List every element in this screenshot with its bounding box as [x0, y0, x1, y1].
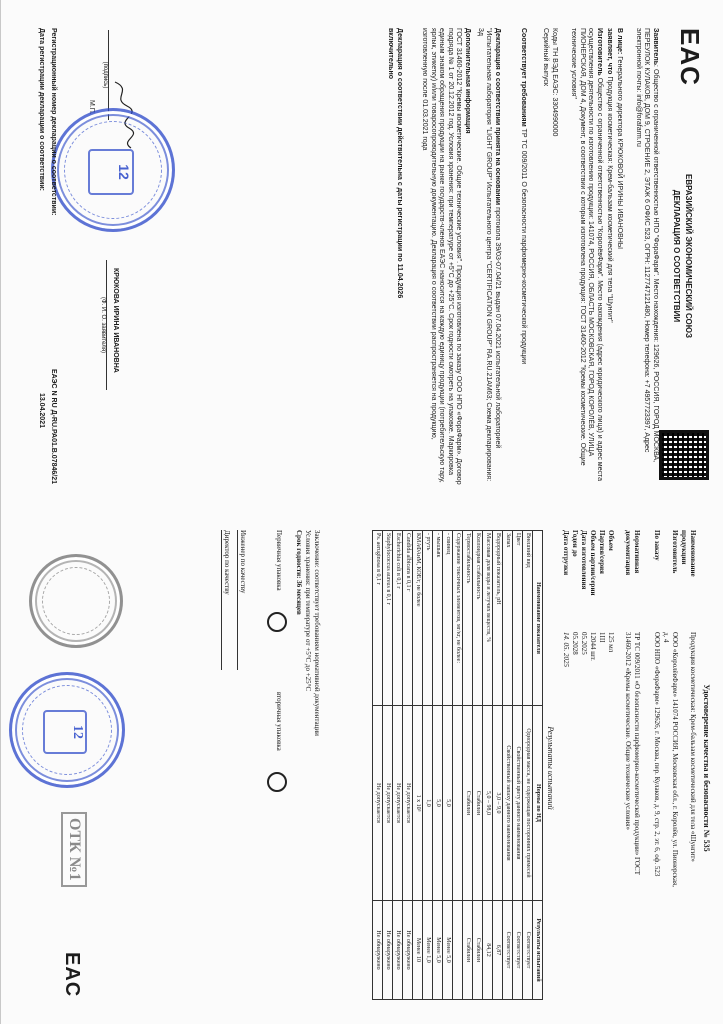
header-norm: Нормы по НД: [533, 706, 543, 901]
eac-logo-certificate: EAC: [61, 952, 83, 998]
basis-block: [475, 28, 501, 488]
cell-indicator: Водородный показатель, pH: [493, 531, 503, 706]
field-value-customer: ООО НПО «ФораФарм» 129626, г. Москва, пер. Кулаков, д. 9, стр. 2, эт. 6, оф. 523: [653, 632, 661, 877]
director-label: Директор по качеству: [221, 530, 231, 670]
table-row: [373, 531, 383, 1000]
table-row: [393, 531, 403, 1000]
person-text: Генерального директора КРЮКОВОЙ ИРИНЫ ИВАНОВНЫ: [616, 56, 623, 250]
manufacturer-text: Общество с ограниченной ответственностью "КоролёвФарм". Место нахождения (адрес юридического лица) и адрес места осуществления деятельности по изготовлению продукции: 141074, РОССИЯ, ОБЛАСТЬ МОСКОВСКАЯ, ГОРОД КОРОЛЁВ, УЛИЦА ПИОНЕРСКАЯ, ДОМ 4, Документ, в соответствии с которым изготовлена продукция: ГОСТ 31460-2012 "Кремы косметические. Общие технические условия": [570, 28, 603, 482]
cell-indicator: Запах: [503, 531, 513, 706]
company-stamp: [51, 108, 175, 232]
cell-result: Не обнаружено: [373, 901, 383, 1000]
cell-result: Не обнаружено: [393, 901, 403, 1000]
mp-label: М.П.: [88, 100, 95, 115]
cell-indicator: Внешний вид: [523, 531, 533, 706]
cell-indicator: КМАФАнМ, КОЕ/г, не более: [413, 531, 423, 706]
cell-indicator: Escherichia coli в 0,1 г: [393, 531, 403, 706]
cell-norm: 5,0: [443, 706, 453, 901]
shelf-life-text: Срок годности: 36 месяцев: [295, 530, 303, 615]
company-stamp-certificate: [9, 672, 125, 788]
applicant-block: Заявитель: Общество с ограниченной ответственностью НПО "ФораФарм". Место нахождения: 129626, РОССИЯ, ГОРОД МОСКВА, ПЕРЕУЛОК КУЛАКОВ, ДОМ 9, СТРОЕНИЕ 2, ЭТАЖ 6 ОФИС 523, ОГРН: 1127747121480, Номер телефона: +7 4957723397, Адрес электронной почты: info@forafarm.ru: [634, 28, 659, 463]
packaging-label: Первичная упаковка: [275, 530, 283, 591]
table-row: [413, 531, 423, 1000]
person-block: [614, 28, 623, 488]
cell-norm: 1,0: [423, 706, 433, 901]
table-row: [503, 531, 513, 1000]
validity-block: [386, 28, 403, 488]
storage-text: Условия хранения: при температуре от +5°С до +25°С: [304, 530, 312, 692]
quality-stamp: [29, 554, 123, 648]
secondary-label: вторичная упаковка: [275, 692, 283, 751]
field-label-shipment: Дата отгрузки: [562, 530, 570, 576]
cell-result: Соответствует: [513, 901, 523, 1000]
codes-block: [549, 28, 558, 488]
certificate-sheet: [0, 512, 723, 1024]
cell-norm: 5,0: [433, 706, 443, 901]
field-label-product: Наименование продукции: [680, 530, 697, 577]
cell-result: Соответствует: [523, 901, 533, 1000]
cell-indicator: Массовая доля воды и летучих веществ, %: [483, 531, 493, 706]
cell-norm: Стабилен: [463, 706, 473, 901]
cell-indicator: - свинец: [443, 531, 453, 706]
table-row: [443, 531, 453, 1000]
results-title: Результаты испытаний: [546, 726, 555, 810]
cell-indicator: - мышьяк: [433, 531, 443, 706]
table-row: [513, 531, 523, 1000]
union-title: ЕВРАЗИЙСКИЙ ЭКОНОМИЧЕСКИЙ СОЮЗ: [684, 173, 693, 339]
manufacturer-block: [569, 28, 603, 488]
table-row: [483, 531, 493, 1000]
recycle-icon: [267, 612, 287, 632]
table-row: [423, 531, 433, 1000]
field-value-batch-volume: 12044 шт.: [589, 632, 597, 661]
cell-norm: Стабилен: [473, 706, 483, 901]
validity-date: 11.04.2026: [396, 263, 403, 299]
results-table: [372, 530, 543, 1000]
table-row: [473, 531, 483, 1000]
table-row: [493, 531, 503, 1000]
cell-indicator: Термостабильность: [463, 531, 473, 706]
cell-norm: Свойственный запаху данного наименования: [503, 706, 513, 901]
recycle-icon-secondary: [267, 772, 287, 792]
cell-norm: Свойственный цвету данного наименования: [513, 706, 523, 901]
cell-norm: 3,0 – 9,0: [493, 706, 503, 901]
applicant-text: Общество с ограниченной ответственностью НПО "ФораФарм". Место нахождения: 129626, РОССИЯ, ГОРОД МОСКВА, ПЕРЕУЛОК КУЛАКОВ, ДОМ 9, СТРОЕНИЕ 2, ЭТАЖ 6 ОФИС 523, ОГРН: 1127747121480, Номер телефона: +7 4957723397, Адрес электронной почты: info@forafarm.ru: [634, 28, 659, 463]
person-label: В лице:: [616, 28, 623, 55]
cell-result: 6,87: [493, 901, 503, 1000]
cell-indicator: Коллоидная стабильность: [473, 531, 483, 706]
reg-number-label: Регистрационный номер декларации о соответствии:: [50, 28, 57, 216]
cell-norm: Не допускается: [403, 706, 413, 901]
cell-norm: Не допускается: [383, 706, 393, 901]
cell-result: 84,12: [483, 901, 493, 1000]
header-indicator: Наименование показателя: [533, 531, 543, 706]
field-label-customer: По заказу: [653, 530, 661, 561]
cell-indicator: Содержание токсичных элементов, мг/кг, не более:: [453, 531, 463, 706]
basis-text: протокола 39/03-07.04/21 выдан 07.04.2021 испытательной лабораторией "Испытательная лаборатория "LIGHT GROUP" Испытательного центра "CERTIFICATION GROUP" RA.RU.21AM63; Схема декларирования: 3д: [476, 28, 501, 482]
validity-suffix: включительно: [387, 28, 395, 79]
cell-result: Не обнаружено: [383, 901, 393, 1000]
field-label-manufacturer: Изготовитель: [671, 530, 679, 574]
table-row: [523, 531, 533, 1000]
table-row: [383, 531, 393, 1000]
codes-label: Коды ТН ВЭД ЕАЭС:: [551, 28, 558, 96]
otk-stamp: ОТК №1: [61, 812, 87, 887]
field-label-batch-volume: Объем партии/серии: [589, 530, 597, 596]
conforms-label: Соответствует требованиям: [520, 28, 527, 127]
conclusion-text: Заключение: соответствует требованиям нормативной документации: [313, 530, 321, 736]
declares-block: [604, 28, 613, 488]
certificate-title: Удостоверение качества и безопасности № 535: [702, 684, 711, 852]
cell-norm: 5,0 – 98,0: [483, 706, 493, 901]
cell-result: Менее 5,0: [433, 901, 443, 1000]
reg-number-row: [48, 28, 57, 508]
field-value-manufacturer: ООО «КоролёвФарм» 141074 РОССИЯ, Московская обл., г. Королёв, ул. Пионерская, д. 4: [662, 632, 679, 887]
cell-result: Менее 1,0: [423, 901, 433, 1000]
field-label-volume: Объем: [607, 530, 615, 551]
cell-result: Стабилен: [473, 901, 483, 1000]
extra-label: Дополнительная информация: [464, 28, 471, 134]
cell-result: [453, 901, 463, 1000]
results-body: [373, 531, 533, 1000]
table-row: [403, 531, 413, 1000]
engineer-label: Инженер по качеству: [237, 530, 247, 670]
table-row: [453, 531, 463, 1000]
field-value-normative: ТР ТС 009/2011 «О безопасности парфюмерно-косметической продукции» ГОСТ 31460-2012 «Кремы косметические. Общие технические условия»: [624, 632, 641, 875]
cell-indicator: Staphylococcus aureus в 0,1 г: [383, 531, 393, 706]
reg-date-row: [36, 28, 45, 508]
table-row: [433, 531, 443, 1000]
table-row: [463, 531, 473, 1000]
signer-caption: (Ф. И. О. заявителя): [100, 260, 107, 390]
declares-text: Продукция косметическая: Крем-бальзам косметический для тела "Шунгит": [606, 76, 613, 323]
cell-norm: Не допускается: [393, 706, 403, 901]
signature-caption: (подпись): [102, 30, 109, 120]
codes-value: 3304990000: [551, 97, 558, 137]
reg-number: ЕАЭС N RU Д-RU.РА01.В.07846/21: [50, 369, 57, 484]
declares-label: заявляет, что: [606, 28, 613, 75]
cell-indicator: Цвет: [513, 531, 523, 706]
cell-indicator: Candida albicans в 0,1 г: [403, 531, 413, 706]
declaration-title: ДЕКЛАРАЦИЯ О СООТВЕТСТВИИ: [672, 189, 681, 323]
extra-block: [419, 28, 471, 488]
header-result: Результаты испытаний: [533, 901, 543, 1000]
cell-norm: Однородная масса, не содержащая посторонних примесей: [523, 706, 533, 901]
field-value-shipment: 14. 05. 2025: [562, 632, 570, 667]
validity-label: Декларация о соответствии действительна с даты регистрации по: [396, 28, 403, 262]
reg-date-label: Дата регистрации декларации о соответствии:: [38, 28, 45, 191]
cell-result: Менее 10: [413, 901, 423, 1000]
field-value-product: Продукция косметическая: Крем-бальзам косметический для тела «Шунгит»: [689, 632, 697, 862]
manufacturer-label: Изготовитель: [596, 28, 603, 76]
cell-result: Не обнаружено: [403, 901, 413, 1000]
field-value-batch: 1III: [598, 632, 606, 643]
extra-text: ГОСТ 31460-2012 "Кремы косметические. Общие технические условия". Продукция изготовлена по заказу ООО НПО «ФораФарм». Договор подряда № 1 от 20.12.2012 год. Условия хранения: при температуре от +5°С до +25°С. Срок годности смотреть на упаковке. Маркировка единым знаком обращения продукции на рынке государств-членов ЕАЭС наносится на каждую единицу продукции (потребительскую тару, ярлык, этикетку) и/или товаросопроводительную документацию. Декларация о соответствии распространяется на продукцию, изготовленную после 01.03.2021 года: [421, 28, 463, 485]
cell-result: Соответствует: [503, 901, 513, 1000]
basis-label: Декларация о соответствии принята на основании: [494, 28, 501, 206]
stamp-logo: 12: [88, 149, 134, 195]
reg-date: 13.04.2021: [38, 392, 45, 428]
cell-result: Стабилен: [463, 901, 473, 1000]
stamp-logo-certificate: 12: [43, 710, 87, 754]
serial-text: Серийный выпуск: [542, 28, 549, 86]
cell-indicator: Ps. aeruginosa в 0,1 г: [373, 531, 383, 706]
cell-norm: 1 х 10³: [413, 706, 423, 901]
applicant-label: Заявитель: [652, 28, 659, 66]
field-value-manufacture-date: 05.2025: [580, 632, 588, 655]
cell-norm: Не допускается: [373, 706, 383, 901]
field-value-volume: 125 мл: [607, 632, 615, 653]
cell-norm: [453, 706, 463, 901]
cell-result: Менее 5,0: [443, 901, 453, 1000]
signer-name: КРЮКОВА ИРИНА ИВАНОВНА: [112, 268, 119, 373]
field-label-batch: Партия/серия: [598, 530, 606, 574]
field-label-normative: Нормативная документация: [624, 530, 641, 576]
results-header-row: [533, 531, 543, 1000]
conforms-text: ТР ТС 009/2011 О безопасности парфюмерно-косметической продукции: [520, 128, 527, 365]
field-label-expiry: Годен до: [571, 530, 579, 557]
conforms-block: [518, 28, 527, 488]
cell-indicator: - ртуть: [423, 531, 433, 706]
field-value-expiry: 05.2028: [571, 632, 579, 655]
field-label-manufacture-date: Дата изготовления: [580, 530, 588, 590]
eac-logo: EAC: [675, 28, 705, 86]
